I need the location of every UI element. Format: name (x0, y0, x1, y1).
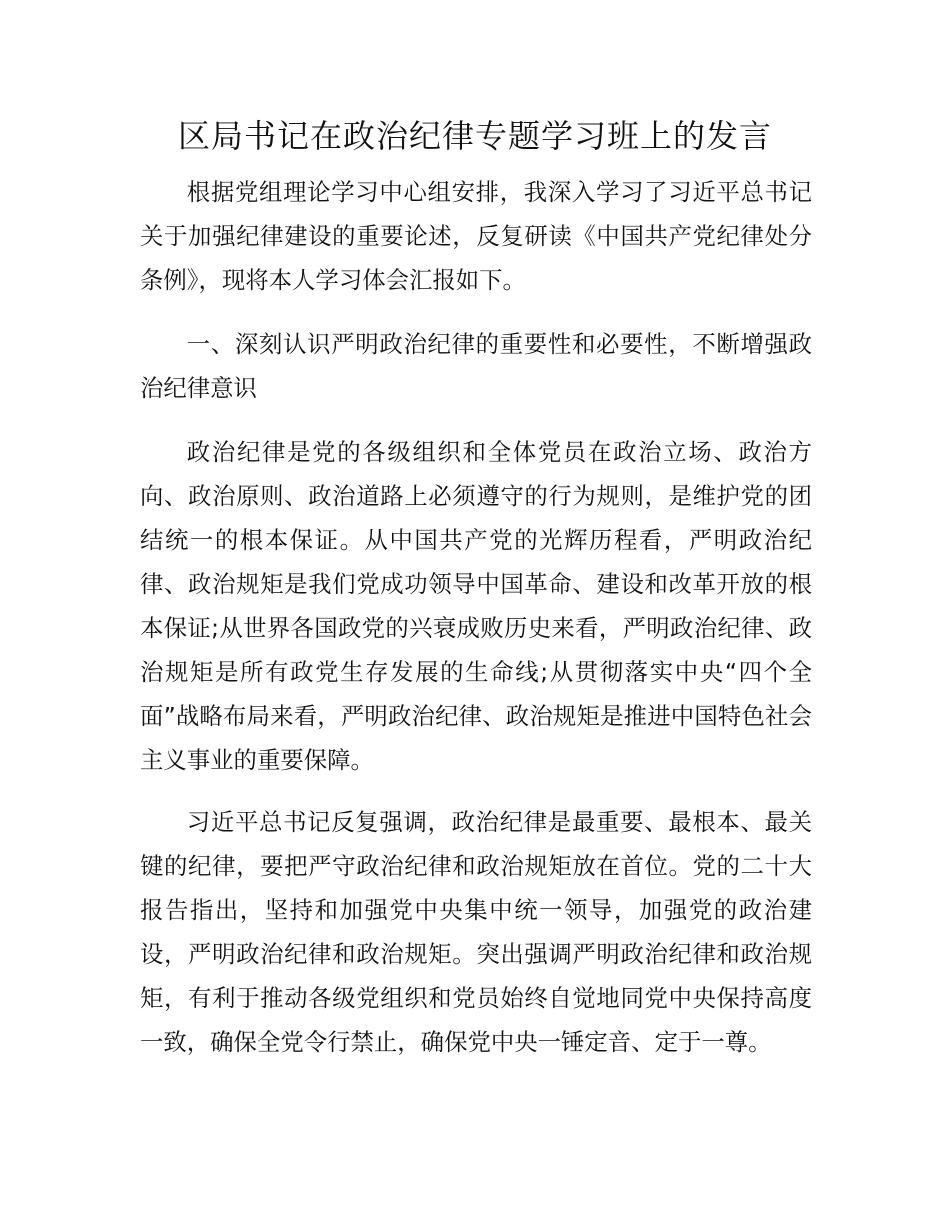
paragraph-general-secretary-emphasis: 习近平总书记反复强调，政治纪律是最重要、最根本、最关键的纪律，要把严守政治纪律和政治规矩放在首位。党的二十大报告指出，坚持和加强党中央集中统一领导，加强党的政治建设，严明政治纪律和政治规矩。突出强调严明政治纪律和政治规矩，有利于推动各级党组织和党员始终自觉地同党中央保持高度一致，确保全党令行禁止，确保党中央一锤定音、定于一尊。 (140, 808, 812, 1056)
section-heading-1: 一、深刻认识严明政治纪律的重要性和必要性，不断增强政治纪律意识 (140, 330, 812, 402)
document-title: 区局书记在政治纪律专题学习班上的发言 (177, 117, 772, 155)
paragraph-political-discipline: 政治纪律是党的各级组织和全体党员在政治立场、政治方向、政治原则、政治道路上必须遵守的行为规则，是维护党的团结统一的根本保证。从中国共产党的光辉历程看，严明政治纪律、政治规矩是我们党成功领导中国革命、建设和改革开放的根本保证;从世界各国政党的兴衰成败历史来看，严明政治纪律、政治规矩是所有政党生存发展的生命线;从贯彻落实中央“四个全面”战略布局来看，严明政治纪律、政治规矩是推进中国特色社会主义事业的重要保障。 (140, 438, 812, 774)
paragraph-intro: 根据党组理论学习中心组安排，我深入学习了习近平总书记关于加强纪律建设的重要论述，反复研读《中国共产党纪律处分条例》，现将本人学习体会汇报如下。 (140, 178, 812, 294)
document-body (140, 170, 812, 1082)
